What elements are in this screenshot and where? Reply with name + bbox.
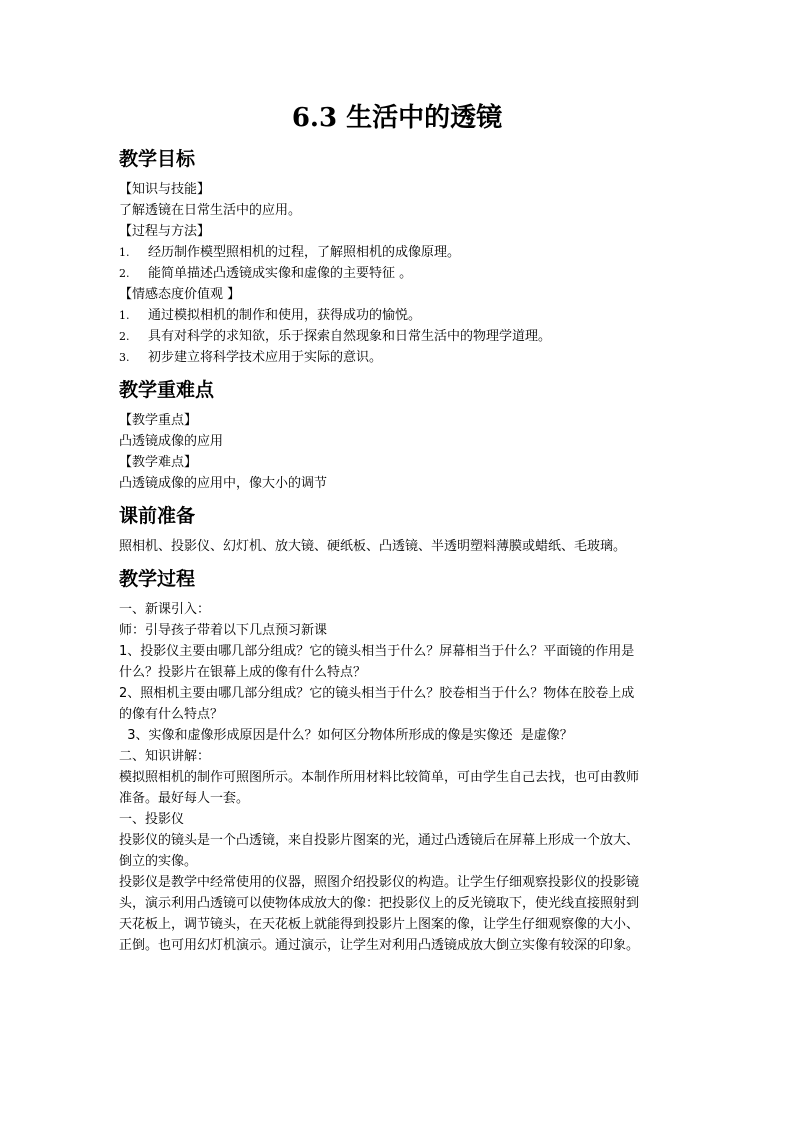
list-number: 1. xyxy=(119,309,130,322)
list-number: 2. xyxy=(119,330,130,343)
difficulty-label: 【教学难点】 xyxy=(119,455,198,470)
paragraph-line: 正倒。也可用幻灯机演示。通过演示，让学生对利用凸透镜成放大倒立实像有较深的印象。 xyxy=(119,938,640,953)
paragraph-line: 投影仪是教学中经常使用的仪器，照图介绍投影仪的构造。让学生仔细观察投影仪的投影镜 xyxy=(119,875,640,890)
list-text: 通过模拟相机的制作和使用，获得成功的愉悦。 xyxy=(148,308,422,323)
list-item xyxy=(119,347,689,368)
section-heading-preparation: 课前准备 xyxy=(119,505,196,527)
list-number: 1. xyxy=(119,246,130,259)
list-text: 初步建立将科学技术应用于实际的意识。 xyxy=(148,350,383,365)
paragraph-line: 2、照相机主要由哪几部分组成？它的镜头相当于什么？胶卷相当于什么？物体在胶卷上成 xyxy=(119,686,635,701)
key-label: 【教学重点】 xyxy=(119,413,198,428)
paragraph-line: 师：引导孩子带着以下几点预习新课 xyxy=(119,623,328,638)
paragraph-line: 模拟照相机的制作可照图所示。本制作所用材料比较简单，可由学生自己去找，也可由教师 xyxy=(119,770,640,785)
difficulty-text: 凸透镜成像的应用中，像大小的调节 xyxy=(119,476,328,491)
paragraph-line: 二、知识讲解： xyxy=(119,749,211,764)
list-item xyxy=(119,305,689,326)
document-body xyxy=(119,145,689,956)
list-number: 2. xyxy=(119,267,130,280)
list-item xyxy=(119,263,689,284)
paragraph-line: 头，演示利用凸透镜可以使物体成放大的像：把投影仪上的反光镜取下，使光线直接照射到 xyxy=(119,896,640,911)
knowledge-text: 了解透镜在日常生活中的应用。 xyxy=(119,203,302,218)
section-heading-process: 教学过程 xyxy=(119,568,196,590)
section-heading-objectives: 教学目标 xyxy=(119,148,196,170)
paragraph-line: 一、投影仪 xyxy=(119,812,185,827)
section-heading-key-points: 教学重难点 xyxy=(119,379,215,401)
paragraph-line: 的像有什么特点？ xyxy=(119,707,224,722)
emotion-label: 【情感态度价值观 】 xyxy=(119,287,241,302)
preparation-text: 照相机、投影仪、幻灯机、放大镜、硬纸板、凸透镜、半透明塑料薄膜或蜡纸、毛玻璃。 xyxy=(119,539,627,554)
list-text: 经历制作模型照相机的过程，了解照相机的成像原理。 xyxy=(148,245,461,260)
paragraph-line: 投影仪的镜头是一个凸透镜，来自投影片图案的光，通过凸透镜后在屏幕上形成一个放大、 xyxy=(119,833,640,848)
paragraph-line: 什么？投影片在银幕上成的像有什么特点？ xyxy=(119,665,367,680)
paragraph-line: 1、投影仪主要由哪几部分组成？它的镜头相当于什么？屏幕相当于什么？平面镜的作用是 xyxy=(119,644,635,659)
list-item xyxy=(119,242,689,263)
paragraph-line: 准备。最好每人一套。 xyxy=(119,791,250,806)
list-text: 能简单描述凸透镜成实像和虚像的主要特征 。 xyxy=(148,266,413,281)
process-label: 【过程与方法】 xyxy=(119,224,211,239)
paragraph-line: 倒立的实像。 xyxy=(119,854,198,869)
list-item xyxy=(119,326,689,347)
knowledge-label: 【知识与技能】 xyxy=(119,182,211,197)
paragraph-line: 一、新课引入： xyxy=(119,602,211,617)
paragraph-line: 天花板上，调节镜头，在天花板上就能得到投影片上图案的像，让学生仔细观察像的大小、 xyxy=(119,917,640,932)
document-title: 6.3 生活中的透镜 xyxy=(291,103,503,133)
list-number: 3. xyxy=(119,351,130,364)
paragraph-line: 3、实像和虚像形成原因是什么？如何区分物体所形成的像是实像还 是虚像？ xyxy=(119,728,573,743)
key-text: 凸透镜成像的应用 xyxy=(119,434,224,449)
list-text: 具有对科学的求知欲，乐于探索自然现象和日常生活中的物理学道理。 xyxy=(148,329,552,344)
